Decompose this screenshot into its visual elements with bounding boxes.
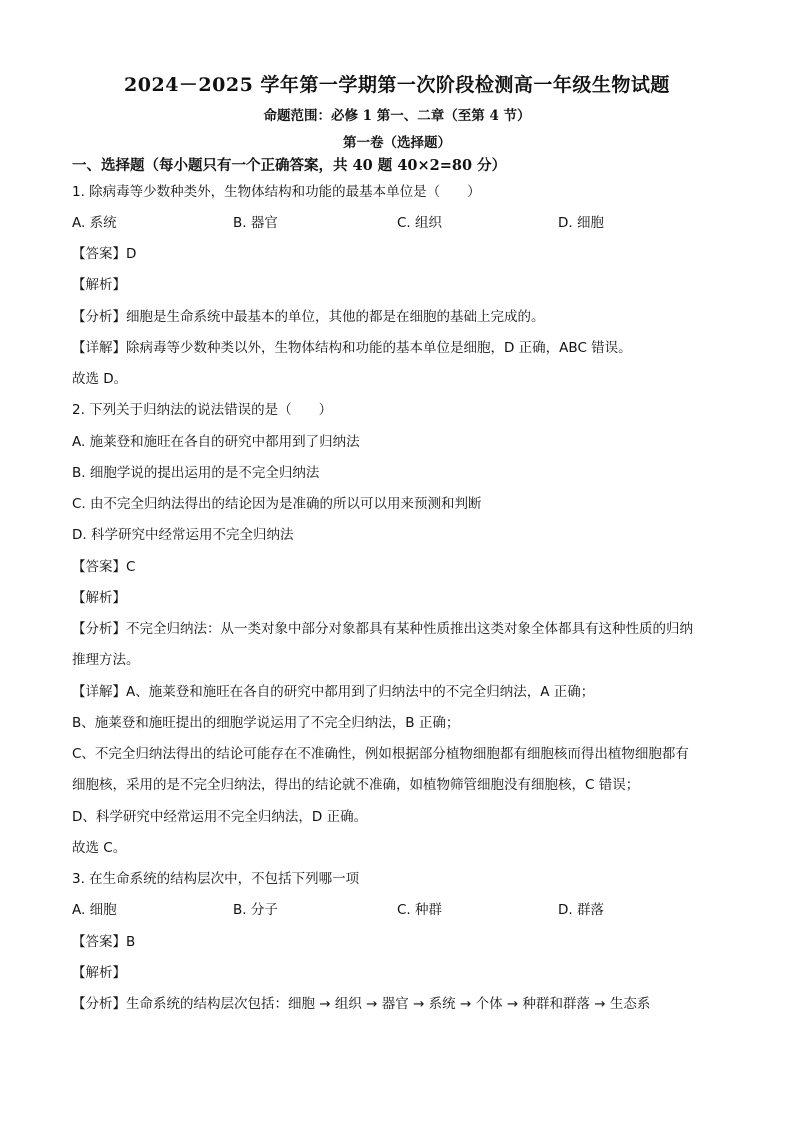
q2-detail-c-line2: 细胞核，采用的是不完全归纳法，得出的结论就不准确，如植物筛管细胞没有细胞核，C 错误； bbox=[72, 777, 640, 793]
q2-fenxi-line1: 【分析】不完全归纳法：从一类对象中部分对象都具有某种性质推出这类对象全体都具有这种性质的归纳 bbox=[72, 621, 693, 637]
q2-analysis-tag: 【解析】 bbox=[72, 590, 126, 606]
q2-option-a: A. 施莱登和施旺在各自的研究中都用到了归纳法 bbox=[72, 434, 360, 450]
q2-option-b: B. 细胞学说的提出运用的是不完全归纳法 bbox=[72, 465, 320, 481]
q2-stem: 2. 下列关于归纳法的说法错误的是（ ） bbox=[72, 402, 333, 418]
exam-scope: 命题范围：必修 1 第一、二章（至第 4 节） bbox=[263, 108, 531, 124]
q1-option-a: A. 系统 bbox=[72, 215, 117, 231]
q3-option-b: B. 分子 bbox=[233, 902, 278, 918]
q2-detail-d: D、科学研究中经常运用不完全归纳法，D 正确。 bbox=[72, 809, 368, 825]
q3-option-a: A. 细胞 bbox=[72, 902, 117, 918]
q3-stem: 3. 在生命系统的结构层次中，不包括下列哪一项 bbox=[72, 871, 360, 887]
q2-option-c: C. 由不完全归纳法得出的结论因为是准确的所以可以用来预测和判断 bbox=[72, 496, 482, 512]
q1-answer: 【答案】D bbox=[72, 246, 137, 262]
q1-xiangjie: 【详解】除病毒等少数种类以外，生物体结构和功能的基本单位是细胞，D 正确，ABC 错误。 bbox=[72, 340, 632, 356]
q3-options bbox=[72, 900, 722, 920]
q2-option-d: D. 科学研究中经常运用不完全归纳法 bbox=[72, 527, 294, 543]
exam-title: 2024－2025 学年第一学期第一次阶段检测高一年级生物试题 bbox=[124, 74, 670, 96]
q3-analysis-tag: 【解析】 bbox=[72, 965, 126, 981]
q1-option-d: D. 细胞 bbox=[558, 215, 604, 231]
q1-option-b: B. 器官 bbox=[233, 215, 278, 231]
q3-option-d: D. 群落 bbox=[558, 902, 604, 918]
section-heading: 一、选择题（每小题只有一个正确答案，共 40 题 40×2=80 分） bbox=[72, 157, 507, 174]
q1-fenxi: 【分析】细胞是生命系统中最基本的单位，其他的都是在细胞的基础上完成的。 bbox=[72, 309, 545, 325]
q2-answer: 【答案】C bbox=[72, 559, 136, 575]
q3-option-c: C. 种群 bbox=[397, 902, 443, 918]
q1-stem: 1. 除病毒等少数种类外，生物体结构和功能的最基本单位是（ ） bbox=[72, 184, 481, 200]
q2-detail-b: B、施莱登和施旺提出的细胞学说运用了不完全归纳法，B 正确； bbox=[72, 715, 460, 731]
q1-option-c: C. 组织 bbox=[397, 215, 443, 231]
q2-detail-a: 【详解】A、施莱登和施旺在各自的研究中都用到了归纳法中的不完全归纳法，A 正确； bbox=[72, 684, 595, 700]
q1-options bbox=[72, 213, 722, 233]
q3-fenxi: 【分析】生命系统的结构层次包括：细胞 → 组织 → 器官 → 系统 → 个体 → 种群和群落 → 生态系 bbox=[72, 996, 651, 1012]
q2-conclusion: 故选 C。 bbox=[72, 840, 127, 856]
q1-analysis-tag: 【解析】 bbox=[72, 277, 126, 293]
volume-heading: 第一卷（选择题） bbox=[343, 135, 451, 151]
q2-fenxi-line2: 推理方法。 bbox=[72, 652, 140, 668]
q1-conclusion: 故选 D。 bbox=[72, 371, 128, 387]
q3-answer: 【答案】B bbox=[72, 934, 136, 950]
q2-detail-c-line1: C、不完全归纳法得出的结论可能存在不准确性，例如根据部分植物细胞都有细胞核而得出植物细胞都有 bbox=[72, 746, 689, 762]
